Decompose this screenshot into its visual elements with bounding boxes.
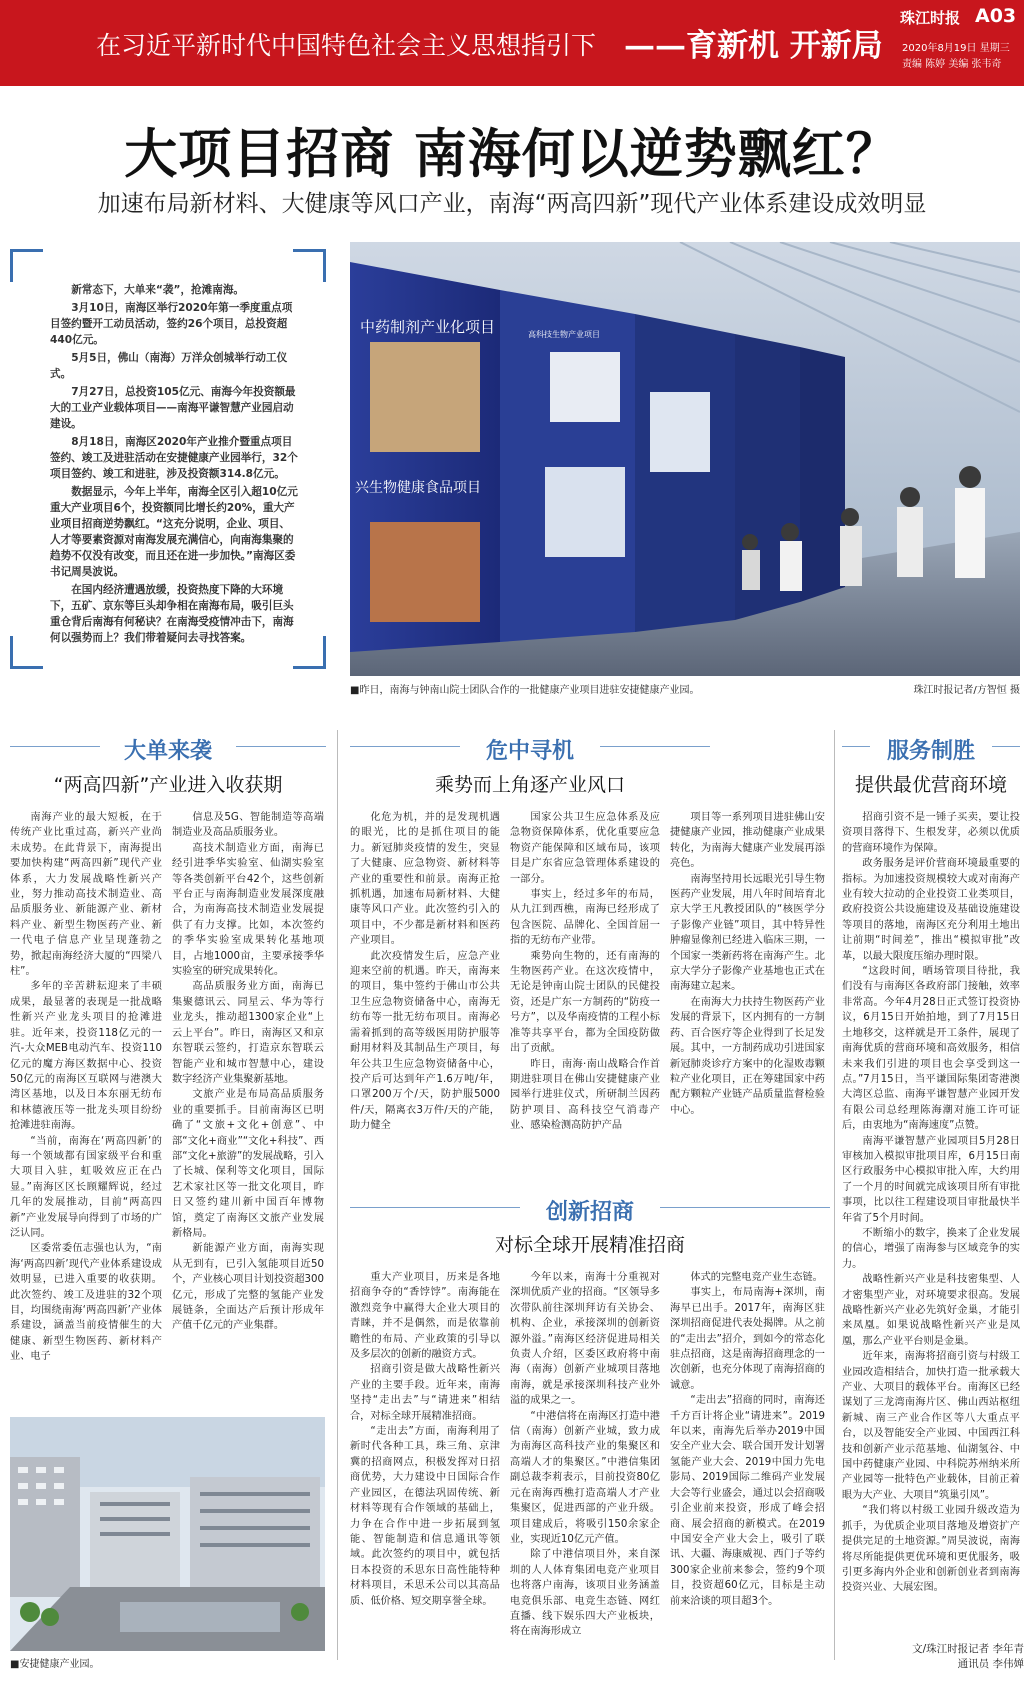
banner-slogan: 在习近平新时代中国特色社会主义思想指引下 — [96, 31, 597, 60]
paragraph: 政务服务是评价营商环境最重要的指标。为加速投资规模较大或对南海产业有较大拉动的企业投资工业类项目，政府投资公共设施建设及基础设施建设等项目的落地，南海区充分利用土地出让前期“时间差”，推出“模拟审批”改革，以最大限度压缩办理时限。 — [842, 858, 1020, 962]
paragraph: “这段时间，晒场管项目待批，我们没有与南海区各政府部门接触，效率非常高。今年4月28日正式签订投资协议，6月15日开始拍地，到了7月15日土地移交，这样就是开工条件，展现了南海优质的营商环境和高效服务，相信未来我们引进的项目也会享受到这一点。”7月15日，当平谦国际集团寄港澳大湾区总监、南海平谦智慧产业园开发有限公司总经理陈海潮对施工许可证后，由衷地为“南海速度”点赞。 — [842, 966, 1020, 1132]
paragraph: 事实上，经过多年的布局，从九江到西樵，南海已经形成了包含医院、品牌化、全国首屈一指的无纺布产业带。 — [510, 889, 660, 947]
section-kicker — [842, 734, 1020, 764]
paragraph: 化危为机，并的是发现机遇的眼光，比的是抓住项目的能力。新冠肺炎疫情的发生，突显了大健康、应急物资、新材料等产业的重要性和前景。南海正抢抓机遇，加速布局新材料、大健康等风口产业。此次签约引入的项目中，不少都是新材料和医药产业项目。 — [350, 812, 500, 947]
paragraph: 南海产业的最大短板，在于传统产业比重过高，新兴产业尚未成势。在此背景下，南海提出要加快构建“两高四新”现代产业体系，大力发展战略性新兴产业，努力推动高技术制造业、高品质服务业、新能源产业、新材料产业、新型生物医药产业、新一代电子信息产业呈现蓬勃之势，掀起南海经济大厦的“四梁八柱”。 — [10, 812, 162, 978]
intro-text — [50, 282, 300, 648]
kicker-text: 服务制胜 — [886, 738, 975, 764]
intro-paragraph: 在国内经济遭遇放缓，投资热度下降的大环境下，五矿、京东等巨头却争相在南海布局，吸引巨头重仓背后南海有何秘诀？在南海受疫情冲击下，南海何以强势而上？我们带着疑问去寻找答案。 — [50, 584, 294, 644]
section-title: “两高四新”产业进入收获期 — [53, 774, 283, 796]
byline-reporter: 文/珠江时报记者 李年青 — [912, 1643, 1024, 1655]
paragraph: 新能源产业方面，南海实现从无到有，已引入氢能项目近50个，产业核心项目计划投资超300亿元，形成了完整的氢能产业发展链条，全面达产后预计形成年产值千亿元的产业集群。 — [172, 1243, 324, 1332]
banner-calligraphy: ——育新机 开新局 — [624, 28, 883, 64]
article-column — [510, 1270, 660, 1665]
headline: 大项目招商 南海何以逆势飘红？ — [124, 124, 900, 185]
intro-paragraph: 5月5日，佛山（南海）万洋众创城举行动工仪式。 — [50, 352, 288, 380]
paragraph: 战略性新兴产业是科技密集型、人才密集型产业，对环境要求很高。发展战略性新兴产业必先筑好金巢，才能引来凤凰。如果说战略性新兴产业是凤凰，那么产业平台则是金巢。 — [842, 1274, 1020, 1347]
editors: 责编 陈婷 美编 张韦奇 — [902, 59, 1002, 70]
kicker-text: 危中寻机 — [485, 738, 574, 764]
section-kicker — [350, 1195, 830, 1225]
page-banner — [0, 0, 1024, 86]
paragraph: “中港信将在南海区打造中港信（南海）创新产业城，致力成为南海区高科技产业的集聚区和高端人才的集聚区。”中港信集团副总裁李莉表示，目前投资80亿元在南海西樵打造高端人才产业集聚区，促进西部的产业升级。项目建成后，将吸引150余家企业，实现近10亿元产值。 — [510, 1410, 660, 1545]
paragraph: 在南海大力扶持生物医药产业发展的背景下，区内拥有的一方制药、百合医疗等企业得到了长足发展。其中，一方制药成功引进国家新冠肺炎诊疗方案中的化湿败毒颗粒产业化项目，正在筹建国家中药配方颗粒产业链产品质量监督检验中心。 — [670, 996, 825, 1116]
panel-title: 中药制剂产业化项目 — [360, 318, 496, 336]
paragraph: 除了中港信项目外，来自深圳的人人体育集团电竞产业项目也将落户南海，该项目业务涵盖电竞俱乐部、电竞生态链、网红直播、线下娱乐四大产业板块，将在南海形成立 — [510, 1549, 660, 1638]
issue-date: 2020年8月19日 星期三 — [902, 43, 1010, 54]
article-column — [670, 810, 825, 1155]
paragraph: “走出去”招商的同时，南海还千方百计将企业“请进来”。2019年以来，南海先后举办2019中国安全产业大会、联合国开发计划署氢能产业大会、2019中国力先电影局、2019国际二维码产业发展大会等行业盛会，通过以会招商吸引企业前来投资，形成了峰会招商、展会招商的新模式。在2019中国安全产业大会上，吸引了联讯、大疆、海康威视、西门子等约300家企业前来参会，签约9个项目，投资超60亿元，目标是主动前来洽谈的项目超3个。 — [670, 1395, 825, 1607]
intro-paragraph: 数据显示，今年上半年，南海全区引入超10亿元重大产业项目6个，投资额同比增长约20%，重大产业项目招商逆势飘红。“这充分说明，企业、项目、人才等要素资源对南海发展充满信心，向南海集聚的趋势不仅没有改变，而且还在进一步加快。”南海区委书记周昊波说。 — [50, 486, 298, 578]
paragraph: 此次疫情发生后，应急产业迎来空前的机遇。昨天，南海来的项目，集中签约于佛山市公共卫生应急物资储备中心，南海无纺布等一批无纺布项目。南海必需着抓到的高等级医用防护服等耐用材料及其制品生产项目，每年公共卫生应急物资储备中心，投产后可达到年产1.6万吨/年，口罩200万个/天，防护服5000件/天，隔离衣3万件/天的产能，助力健全 — [350, 950, 500, 1132]
intro-paragraph: 3月10日，南海区举行2020年第一季度重点项目签约暨开工动员活动，签约26个项目，总投资超440亿元。 — [50, 302, 293, 346]
paragraph: “我们将以村级工业园升级改造为抓手，为优质企业项目落地及增资扩产提供完足的土地资源。”周昊波说，南海将尽所能提供更优环境和更优服务，吸引更多海内外企业和创新创业者到南海投资兴业、大展宏图。 — [842, 1505, 1020, 1594]
intro-paragraph: 7月27日，总投资105亿元、南海今年投资额最大的工业产业载体项目——南海平谦智慧产业园启动建设。 — [50, 386, 296, 430]
section-title: 提供最优营商环境 — [854, 774, 1007, 796]
column-divider — [834, 730, 835, 1660]
caption-text: ■昨日，南海与钟南山院士团队合作的一批健康产业项目进驻安捷健康产业园。 — [350, 685, 700, 696]
intro-paragraph: 8月18日，南海区2020年产业推介暨重点项目签约、竣工及进驻活动在安捷健康产业园举行，32个项目签约、竣工和进驻，涉及投资额314.8亿元。 — [50, 436, 298, 480]
paragraph: 事实上，布局南海+深圳，南海早已出手。2017年，南海区驻深圳招商促进代表处揭牌。从之前的“走出去”招介，到如今的常态化驻点招商，这是南海招商理念的一次创新，也充分体现了南海招商的诚意。 — [670, 1287, 825, 1391]
paragraph: “走出去”方面，南海利用了新时代各种工具，珠三角、京津冀的招商网点，积极发挥对日招商优势，大力建设中日国际合作产业园区，在德法巩固传统、新材料等现有合作领域的基础上，力争在合作中进一步拓展到氢能、智能制造和信息通讯等领域。此次签约的项目中，就包括日本投资的禾思东日高性能特种材料项目，禾思禾公司以其高品质、低价格、短交期享誉全球。 — [350, 1426, 500, 1607]
photo2-caption: ■安捷健康产业园。 — [10, 1659, 100, 1670]
industrial-park-photo — [10, 1417, 325, 1651]
paragraph: 高技术制造业方面，南海已经引进季华实验室、仙湖实验室等各类创新平台42个，这些创新平台正与南海制造业发展深度融合，为南海高技术制造业发展提供了有力支撑。比如，本次签约的季华实验室成果转化基地项目，占地1000亩，主要承接季华实验室的研究成果转化。 — [172, 842, 324, 978]
photo-caption — [350, 681, 1020, 696]
paragraph: 国家公共卫生应急体系及应急物资保障体系，优化重要应急物资产能保障和区域布局，该项目是广东省应急管理体系建设的一部分。 — [510, 812, 660, 885]
paragraph: 乘势向生物的，还有南海的生物医药产业。在这次疫情中，无论是钟南山院士团队的民健投资，还是广东一方制药的“防疫一号方”，以及华南疫情的工程小标准等共享平台，都为全国疫防做出了贡献。 — [510, 950, 660, 1055]
paragraph: 项目等一系列项目进驻佛山安捷健康产业园，推动健康产业成果转化，为南海大健康产业发展再添亮色。 — [670, 812, 825, 870]
article-column — [670, 1270, 825, 1665]
article-column — [10, 810, 162, 1400]
page-number: A03 — [975, 5, 1017, 27]
article-column — [350, 810, 500, 1155]
paragraph: 体式的完整电竞产业生态链。 — [690, 1272, 823, 1283]
byline — [840, 1642, 1024, 1672]
paragraph: 信息及5G、智能制造等高端制造业及高品质服务业。 — [172, 812, 324, 839]
paragraph: “当前，南海在‘两高四新’的每一个领域都有国家级平台和重大项目入驻，虹吸效应正在凸显。”南海区区长顾耀辉说，经过几年的发展推动，目前“两高四新”产业发展导向得到了市场的广泛认同。 — [10, 1135, 162, 1239]
paragraph: 不断缩小的数字，换来了企业发展的信心，增强了南海参与区域竞争的实力。 — [842, 1227, 1020, 1270]
section-title: 乘势而上角逐产业风口 — [434, 774, 625, 796]
paragraph: 招商引资不是一锤子买卖，要让投资项目落得下、生根发芽，必须以优质的营商环境作为保障。 — [842, 812, 1020, 854]
article-column — [510, 810, 660, 1155]
kicker-text: 大单来袭 — [123, 738, 212, 764]
paragraph: 多年的辛苦耕耘迎来了丰硕成果，最显著的表现是一批战略性新兴产业龙头项目的抢滩进驻。近年来，投资118亿元的一汽-大众MEB电动汽车、投资110亿元的魔方海区数据中心、投资50亿元的南海区互联网与港澳大湾区基地，以及日本东丽无纺布和林德液压等一批龙头项目纷纷抢滩进驻南海。 — [10, 981, 162, 1132]
paragraph: 南海平谦智慧产业园项目5月28日审核加入模拟审批项目库，6月15日南区行政服务中心模拟审批入库，大约用了一个月的时间就完成该项目所有审批事项，比以往工程建设项目审批最快半年省了5个月时间。 — [842, 1135, 1020, 1224]
panel-title: 兴生物健康食品项目 — [355, 480, 481, 496]
subheadline: 加速布局新材料、大健康等风口产业，南海“两高四新”现代产业体系建设成效明显 — [97, 191, 927, 217]
intro-paragraph: 新常态下，大单来“袭”，抢滩南海。 — [71, 284, 245, 296]
paragraph: 南海坚持用长远眼光引导生物医药产业发展，用八年时间培育北京大学王凡教授团队的“核医学分子影像产业链”项目，其中特异性肿瘤显像剂已经进入临床三期，一个国家一类新药将在南海产生。北京大学分子影像产业基地也正式在南海建立起来。 — [670, 873, 825, 993]
section-kicker — [350, 734, 710, 764]
paragraph: 昨日，南海·南山战略合作首期进驻项目在佛山安捷健康产业园举行进驻仪式，所研制兰因药防护项目、高科技空气消毒产业、感染检测高防护产品 — [510, 1058, 660, 1132]
exhibition-photo — [350, 242, 1020, 676]
panel-title: 高科技生物产业项目 — [528, 330, 600, 339]
article-column — [842, 810, 1020, 1635]
article-column — [350, 1270, 500, 1665]
paragraph: 文旅产业是布局高品质服务业的重要抓手。目前南海区已明确了“文旅+文化+创意”、中部“文化+商业”“文化+科技”、西部“文化+旅游”的发展战略，引入了长城、保利等文化项目，国际艺术家社区等一批文化项目，昨日又签约建川新中国百年博物馆，奠定了南海区文旅产业发展新格局。 — [172, 1089, 324, 1239]
paragraph: 今年以来，南海十分重视对深圳优质产业的招商。“区领导多次带队前往深圳拜访有关协会、机构、企业，承接深圳的创新资源外溢。”南海区经济促进局相关负责人介绍，区委区政府将中南海（南海）创新产业城项目落地南海，就是承接深圳科技产业外溢的成果之一。 — [510, 1272, 660, 1407]
paragraph: 重大产业项目，历来是各地招商争夺的“香饽饽”。南海能在激烈竞争中赢得大企业大项目的青睐，并不是偶然，而是依靠前瞻性的布局、产业政策的引导以及多层次的创新的融资方式。 — [350, 1272, 500, 1361]
paragraph: 区委常委伍志强也认为，“南海‘两高四新’现代产业体系建设成效明显，已进入重要的收获期。此次签约、竣工及进驻的32个项目，均围绕南海‘两高四新’产业体系建设，涵盖当前疫情催生的大健康、新型生物医药、新材料产业、电子 — [10, 1243, 162, 1363]
paragraph: 招商引资是做大战略性新兴产业的主要手段。近年来，南海坚持“走出去”与“请进来”相结合，对标全球开展精准招商。 — [350, 1364, 500, 1422]
kicker-text: 创新招商 — [545, 1199, 634, 1225]
section-kicker — [10, 734, 326, 764]
newspaper-name: 珠江时报 — [900, 9, 961, 27]
article-column — [172, 810, 324, 1400]
photo-credit: 珠江时报记者/方智恒 摄 — [913, 685, 1020, 696]
paragraph: 高品质服务业方面，南海已集聚德讯云、同星云、华为等行业龙头，推动超1300家企业“上云上平台”。昨日，南海区又和京东智联云签约，打造京东智联云智能产业和城市智慧中心，建设数字经济产业集聚新基地。 — [172, 981, 324, 1085]
column-divider — [337, 730, 338, 1660]
byline-correspondent: 通讯员 李伟婵 — [957, 1658, 1024, 1670]
section-title: 对标全球开展精准招商 — [494, 1234, 685, 1256]
paragraph: 近年来，南海将招商引资与村级工业园改造相结合，加快打造一批承载大产业、大项目的载体平台。南海区已经谋划了三龙湾南海片区、佛山西站枢纽新城、南三产业合作区等八大重点平台，以及智能安全产业园、中国西江科技和创新产业示范基地、仙湖氢谷、中国中药健康产业园、中科院苏州纳米所产业园等一批特色产业载体，目前正着眼为大产业、大项目“筑巢引凤”。 — [842, 1351, 1020, 1501]
